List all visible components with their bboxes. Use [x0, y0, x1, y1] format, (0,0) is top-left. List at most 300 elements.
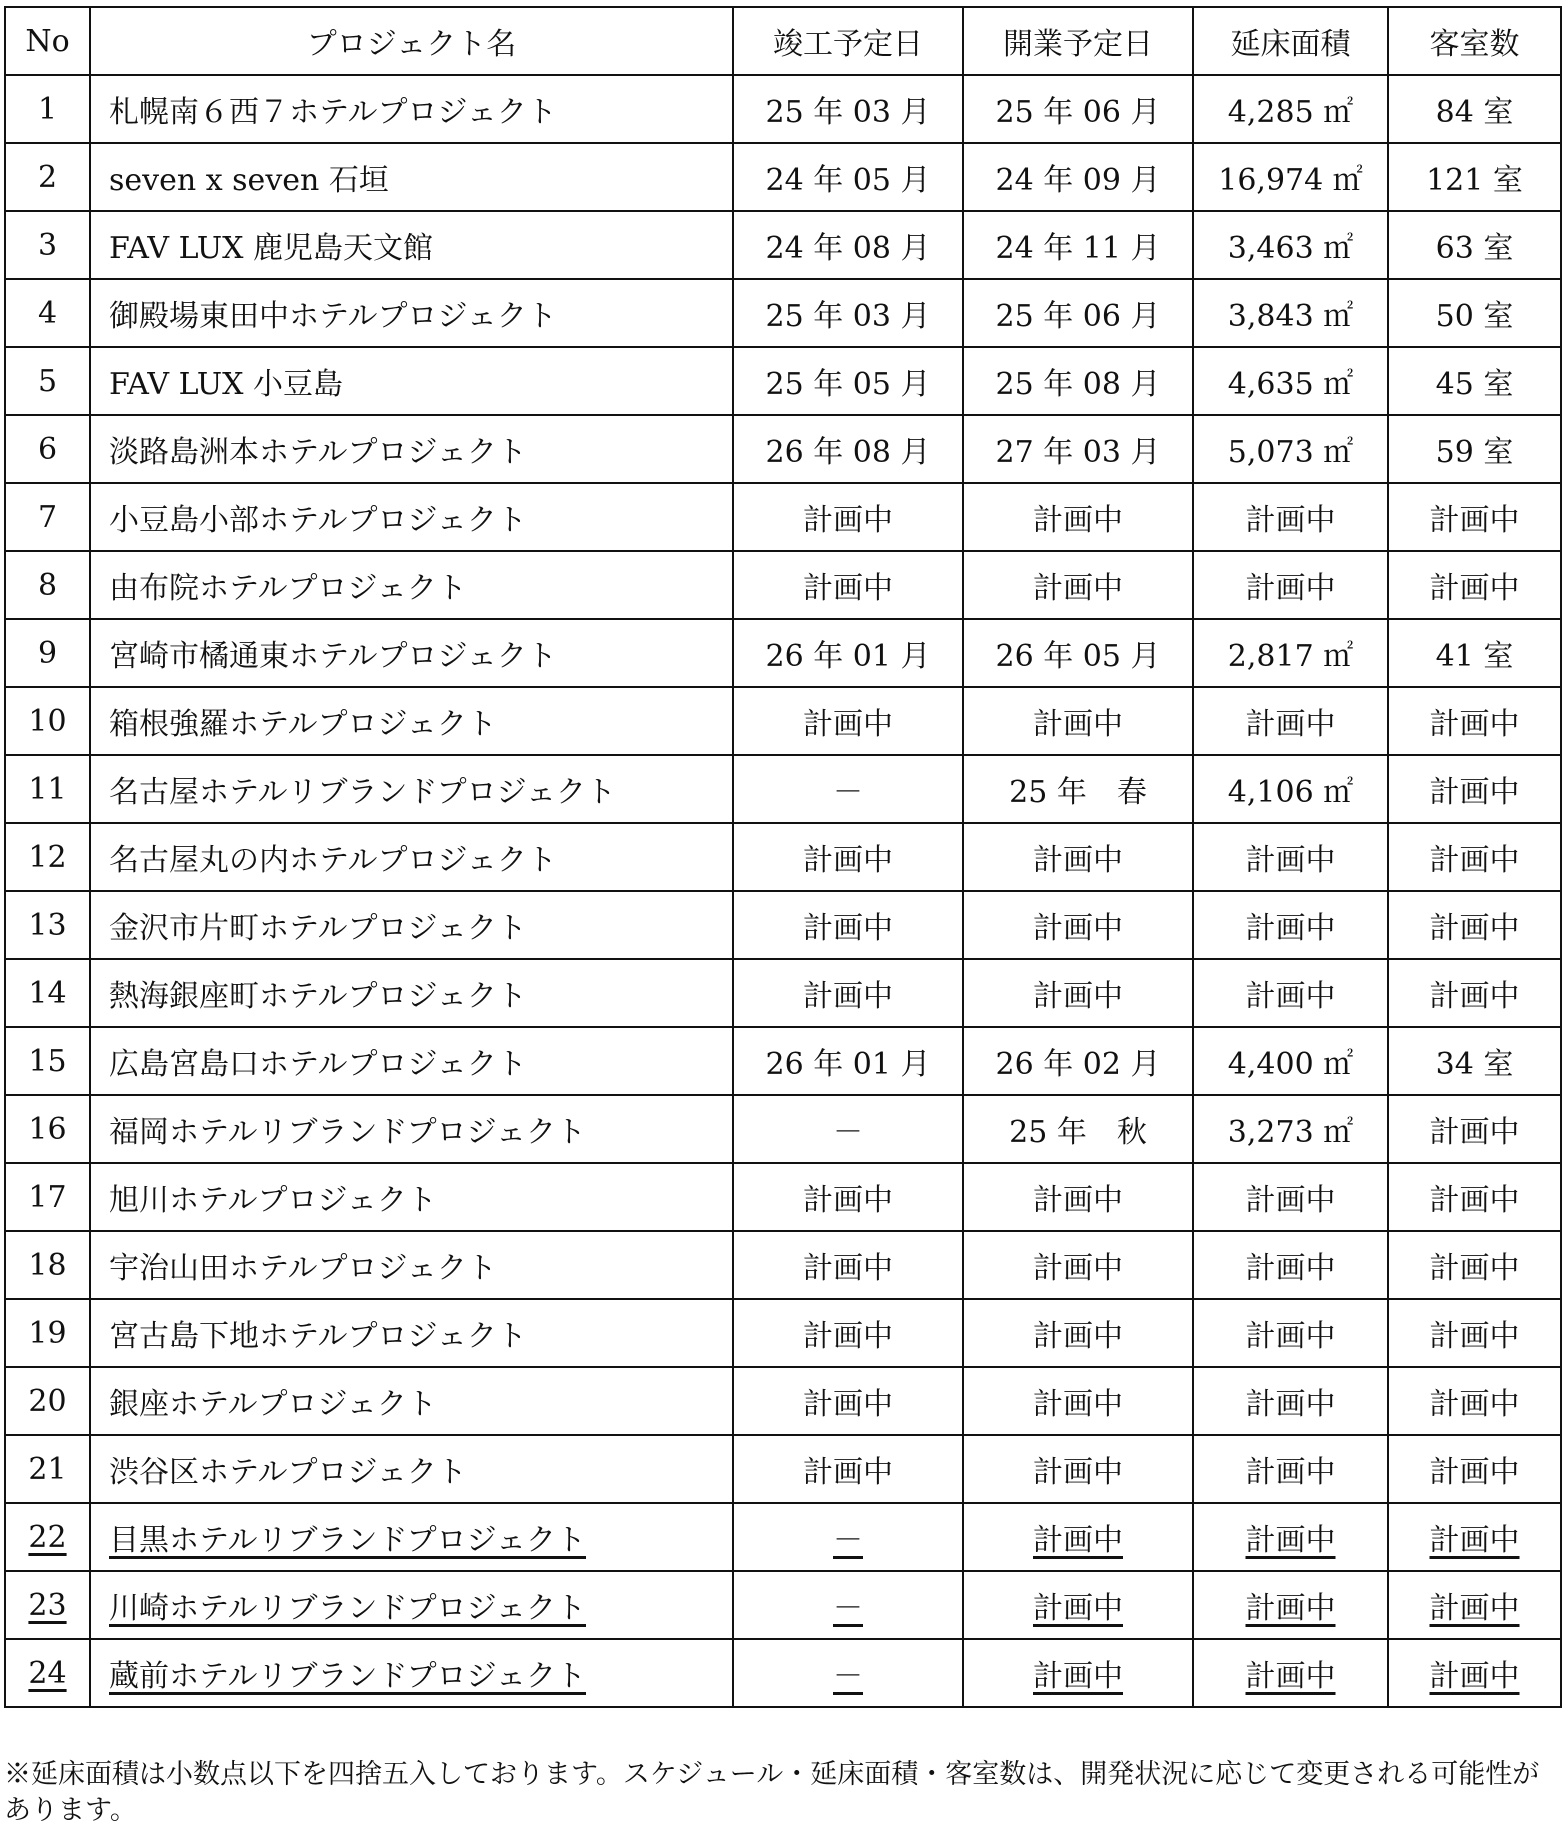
cell-floor-area-text: 計画中 — [1245, 1251, 1336, 1286]
cell-floor-area-text: 計画中 — [1245, 707, 1336, 742]
cell-floor-area-text: 4,285 ㎡ — [1227, 95, 1354, 130]
cell-no-text: 14 — [28, 975, 67, 1011]
cell-floor-area — [1193, 1503, 1388, 1571]
cell-floor-area-text: 計画中 — [1245, 1319, 1336, 1354]
cell-floor-area-text: 3,843 ㎡ — [1227, 299, 1354, 334]
cell-opening-date — [963, 1095, 1193, 1163]
cell-opening-date-text: 計画中 — [1033, 1251, 1123, 1286]
project-table-container — [4, 6, 1560, 1708]
cell-project-name-text: 旭川ホテルプロジェクト — [109, 1183, 437, 1218]
cell-no-text: 10 — [28, 703, 67, 739]
cell-room-count-text: 計画中 — [1429, 1115, 1520, 1150]
cell-no-text: 13 — [28, 907, 67, 943]
cell-completion-date-text: － — [833, 1115, 863, 1150]
cell-floor-area-text: 計画中 — [1245, 1523, 1336, 1558]
cell-no — [5, 483, 90, 551]
cell-room-count-text: 41 室 — [1435, 639, 1514, 674]
cell-opening-date-text: 計画中 — [1033, 1183, 1123, 1218]
cell-room-count-text: 50 室 — [1435, 299, 1514, 334]
cell-project-name — [90, 279, 733, 347]
cell-completion-date — [733, 891, 963, 959]
cell-floor-area-text: 計画中 — [1245, 911, 1336, 946]
header-no: No — [5, 7, 90, 75]
cell-room-count — [1388, 1231, 1561, 1299]
cell-completion-date — [733, 823, 963, 891]
cell-project-name-text: 宇治山田ホテルプロジェクト — [109, 1251, 497, 1286]
cell-floor-area-text: 計画中 — [1245, 1591, 1336, 1626]
cell-completion-date-text: － — [833, 1591, 863, 1626]
cell-opening-date-text: 25 年 06 月 — [995, 299, 1161, 334]
cell-floor-area — [1193, 1435, 1388, 1503]
table-row — [5, 1503, 1561, 1571]
cell-floor-area-text: 計画中 — [1245, 1659, 1336, 1694]
table-row — [5, 891, 1561, 959]
cell-completion-date — [733, 1163, 963, 1231]
cell-opening-date — [963, 483, 1193, 551]
cell-completion-date-text: 25 年 05 月 — [765, 367, 931, 402]
cell-project-name — [90, 551, 733, 619]
cell-opening-date-text: 計画中 — [1033, 1319, 1123, 1354]
table-row — [5, 143, 1561, 211]
cell-no — [5, 347, 90, 415]
cell-no — [5, 415, 90, 483]
cell-completion-date — [733, 1503, 963, 1571]
cell-room-count — [1388, 1027, 1561, 1095]
cell-opening-date — [963, 891, 1193, 959]
cell-completion-date-text: 26 年 08 月 — [765, 435, 931, 470]
cell-no — [5, 1163, 90, 1231]
cell-room-count-text: 計画中 — [1429, 503, 1520, 538]
cell-no — [5, 1367, 90, 1435]
cell-room-count — [1388, 415, 1561, 483]
table-row — [5, 551, 1561, 619]
cell-opening-date-text: 計画中 — [1033, 707, 1123, 742]
cell-project-name-text: 銀座ホテルプロジェクト — [109, 1387, 437, 1422]
cell-project-name — [90, 823, 733, 891]
cell-floor-area-text: 4,635 ㎡ — [1227, 367, 1354, 402]
cell-room-count-text: 34 室 — [1435, 1047, 1514, 1082]
cell-no-text: 4 — [37, 295, 58, 331]
cell-opening-date-text: 計画中 — [1033, 571, 1123, 606]
cell-no-text: 16 — [28, 1111, 67, 1147]
cell-no-text: 18 — [28, 1247, 67, 1283]
cell-opening-date-text: 計画中 — [1033, 911, 1123, 946]
cell-opening-date-text: 計画中 — [1033, 1659, 1123, 1694]
cell-opening-date-text: 26 年 02 月 — [995, 1047, 1161, 1082]
cell-no-text: 5 — [37, 363, 58, 399]
cell-floor-area — [1193, 279, 1388, 347]
cell-no-text: 3 — [37, 227, 58, 263]
cell-room-count — [1388, 1639, 1561, 1707]
cell-floor-area — [1193, 1639, 1388, 1707]
cell-completion-date-text: 25 年 03 月 — [765, 299, 931, 334]
cell-project-name-text: 宮古島下地ホテルプロジェクト — [109, 1319, 527, 1354]
cell-no-text: 7 — [37, 499, 58, 535]
cell-room-count-text: 計画中 — [1429, 1183, 1520, 1218]
cell-project-name-text: 淡路島洲本ホテルプロジェクト — [109, 435, 527, 470]
cell-opening-date — [963, 823, 1193, 891]
cell-no — [5, 1503, 90, 1571]
cell-opening-date-text: 計画中 — [1033, 1455, 1123, 1490]
cell-floor-area — [1193, 823, 1388, 891]
table-body — [5, 75, 1561, 1707]
cell-no-text: 24 — [28, 1655, 67, 1691]
cell-floor-area-text: 3,463 ㎡ — [1227, 231, 1354, 266]
cell-opening-date — [963, 1163, 1193, 1231]
cell-no — [5, 755, 90, 823]
cell-project-name-text: 川崎ホテルリブランドプロジェクト — [109, 1591, 586, 1626]
cell-opening-date — [963, 1571, 1193, 1639]
cell-no — [5, 1435, 90, 1503]
cell-completion-date — [733, 1095, 963, 1163]
cell-no — [5, 891, 90, 959]
cell-floor-area-text: 計画中 — [1245, 1455, 1336, 1490]
cell-floor-area-text: 3,273 ㎡ — [1227, 1115, 1354, 1150]
cell-completion-date-text: 計画中 — [803, 1387, 893, 1422]
cell-completion-date — [733, 143, 963, 211]
table-row — [5, 75, 1561, 143]
cell-completion-date — [733, 1639, 963, 1707]
cell-floor-area — [1193, 959, 1388, 1027]
cell-floor-area-text: 2,817 ㎡ — [1227, 639, 1354, 674]
cell-room-count — [1388, 279, 1561, 347]
cell-no — [5, 1027, 90, 1095]
cell-completion-date-text: 計画中 — [803, 1251, 893, 1286]
cell-completion-date — [733, 347, 963, 415]
cell-no — [5, 143, 90, 211]
cell-floor-area-text: 計画中 — [1245, 503, 1336, 538]
cell-room-count-text: 計画中 — [1429, 911, 1520, 946]
cell-project-name-text: FAV LUX 小豆島 — [109, 367, 344, 402]
cell-room-count — [1388, 75, 1561, 143]
cell-opening-date — [963, 959, 1193, 1027]
header-floor-area: 延床面積 — [1193, 7, 1388, 75]
table-row — [5, 1163, 1561, 1231]
cell-completion-date-text: － — [833, 1659, 863, 1694]
cell-project-name — [90, 1299, 733, 1367]
cell-opening-date — [963, 1435, 1193, 1503]
cell-opening-date — [963, 619, 1193, 687]
cell-opening-date-text: 計画中 — [1033, 1387, 1123, 1422]
cell-project-name — [90, 1503, 733, 1571]
cell-opening-date-text: 24 年 09 月 — [995, 163, 1161, 198]
cell-opening-date — [963, 143, 1193, 211]
cell-completion-date — [733, 75, 963, 143]
cell-opening-date-text: 計画中 — [1033, 1523, 1123, 1558]
cell-project-name — [90, 1367, 733, 1435]
cell-room-count — [1388, 1299, 1561, 1367]
cell-completion-date-text: 24 年 05 月 — [765, 163, 931, 198]
cell-project-name-text: 箱根強羅ホテルプロジェクト — [109, 707, 497, 742]
cell-opening-date-text: 25 年 春 — [1009, 775, 1147, 810]
cell-completion-date-text: 25 年 03 月 — [765, 95, 931, 130]
cell-completion-date — [733, 687, 963, 755]
table-row — [5, 755, 1561, 823]
table-row — [5, 1095, 1561, 1163]
table-row — [5, 347, 1561, 415]
cell-no-text: 6 — [37, 431, 58, 467]
cell-room-count-text: 計画中 — [1429, 707, 1520, 742]
cell-floor-area — [1193, 687, 1388, 755]
cell-project-name — [90, 1095, 733, 1163]
table-row — [5, 1435, 1561, 1503]
cell-floor-area — [1193, 891, 1388, 959]
cell-no — [5, 551, 90, 619]
cell-no-text: 23 — [28, 1587, 67, 1623]
table-row — [5, 211, 1561, 279]
cell-opening-date — [963, 1027, 1193, 1095]
cell-floor-area-text: 計画中 — [1245, 1387, 1336, 1422]
cell-completion-date-text: 計画中 — [803, 571, 893, 606]
table-row — [5, 1571, 1561, 1639]
cell-room-count — [1388, 1503, 1561, 1571]
table-row — [5, 687, 1561, 755]
cell-project-name-text: 小豆島小部ホテルプロジェクト — [109, 503, 527, 538]
cell-opening-date — [963, 1367, 1193, 1435]
cell-no-text: 15 — [28, 1043, 67, 1079]
table-row — [5, 1231, 1561, 1299]
cell-completion-date — [733, 1231, 963, 1299]
cell-floor-area — [1193, 1095, 1388, 1163]
cell-opening-date — [963, 1231, 1193, 1299]
cell-room-count — [1388, 1163, 1561, 1231]
header-row — [5, 7, 1561, 75]
cell-opening-date-text: 25 年 秋 — [1009, 1115, 1147, 1150]
cell-floor-area — [1193, 619, 1388, 687]
cell-project-name-text: 熱海銀座町ホテルプロジェクト — [109, 979, 527, 1014]
cell-completion-date-text: 計画中 — [803, 503, 893, 538]
cell-floor-area-text: 計画中 — [1245, 979, 1336, 1014]
cell-room-count-text: 計画中 — [1429, 1591, 1520, 1626]
cell-no — [5, 619, 90, 687]
header-project-name: プロジェクト名 — [90, 7, 733, 75]
cell-floor-area — [1193, 1163, 1388, 1231]
cell-project-name-text: 目黒ホテルリブランドプロジェクト — [109, 1523, 586, 1558]
cell-floor-area-text: 5,073 ㎡ — [1227, 435, 1354, 470]
cell-project-name-text: seven x seven 石垣 — [109, 163, 389, 198]
cell-room-count-text: 59 室 — [1435, 435, 1514, 470]
cell-opening-date — [963, 687, 1193, 755]
cell-project-name-text: 名古屋ホテルリブランドプロジェクト — [109, 775, 616, 810]
table-row — [5, 619, 1561, 687]
cell-opening-date — [963, 279, 1193, 347]
cell-project-name — [90, 143, 733, 211]
cell-completion-date-text: 計画中 — [803, 1455, 893, 1490]
cell-room-count-text: 45 室 — [1435, 367, 1514, 402]
cell-opening-date — [963, 1299, 1193, 1367]
table-row — [5, 415, 1561, 483]
cell-room-count — [1388, 483, 1561, 551]
cell-opening-date-text: 計画中 — [1033, 503, 1123, 538]
cell-project-name — [90, 1231, 733, 1299]
cell-project-name-text: 由布院ホテルプロジェクト — [109, 571, 467, 606]
cell-completion-date-text: 24 年 08 月 — [765, 231, 931, 266]
cell-floor-area — [1193, 551, 1388, 619]
cell-floor-area-text: 計画中 — [1245, 843, 1336, 878]
cell-project-name — [90, 1435, 733, 1503]
cell-room-count — [1388, 1095, 1561, 1163]
cell-completion-date — [733, 551, 963, 619]
cell-floor-area-text: 4,106 ㎡ — [1227, 775, 1354, 810]
cell-completion-date-text: 26 年 01 月 — [765, 639, 931, 674]
table-row — [5, 1639, 1561, 1707]
cell-completion-date — [733, 211, 963, 279]
cell-no-text: 19 — [28, 1315, 67, 1351]
cell-room-count-text: 計画中 — [1429, 979, 1520, 1014]
cell-room-count-text: 計画中 — [1429, 775, 1520, 810]
cell-opening-date — [963, 211, 1193, 279]
cell-floor-area — [1193, 1027, 1388, 1095]
header-completion-date: 竣工予定日 — [733, 7, 963, 75]
cell-opening-date-text: 計画中 — [1033, 1591, 1123, 1626]
cell-completion-date-text: 計画中 — [803, 1183, 893, 1218]
cell-completion-date — [733, 1435, 963, 1503]
cell-project-name — [90, 415, 733, 483]
cell-room-count — [1388, 687, 1561, 755]
cell-no — [5, 823, 90, 891]
cell-completion-date — [733, 279, 963, 347]
cell-no-text: 8 — [37, 567, 58, 603]
cell-completion-date — [733, 1571, 963, 1639]
cell-floor-area — [1193, 75, 1388, 143]
cell-project-name-text: 名古屋丸の内ホテルプロジェクト — [109, 843, 557, 878]
cell-opening-date-text: 26 年 05 月 — [995, 639, 1161, 674]
cell-project-name — [90, 959, 733, 1027]
hotel-project-table — [4, 6, 1562, 1708]
cell-room-count-text: 計画中 — [1429, 1387, 1520, 1422]
cell-no-text: 2 — [37, 159, 58, 195]
cell-room-count-text: 計画中 — [1429, 571, 1520, 606]
cell-room-count-text: 121 室 — [1426, 163, 1523, 198]
cell-no-text: 9 — [37, 635, 58, 671]
cell-project-name-text: 渋谷区ホテルプロジェクト — [109, 1455, 467, 1490]
cell-floor-area — [1193, 211, 1388, 279]
cell-project-name — [90, 687, 733, 755]
cell-room-count — [1388, 347, 1561, 415]
cell-no — [5, 279, 90, 347]
cell-room-count-text: 計画中 — [1429, 1251, 1520, 1286]
cell-no — [5, 959, 90, 1027]
cell-project-name-text: 宮崎市橘通東ホテルプロジェクト — [109, 639, 557, 674]
cell-floor-area-text: 計画中 — [1245, 571, 1336, 606]
cell-floor-area — [1193, 415, 1388, 483]
cell-completion-date-text: － — [833, 775, 863, 810]
cell-project-name-text: 広島宮島口ホテルプロジェクト — [109, 1047, 527, 1082]
cell-no-text: 22 — [28, 1519, 67, 1555]
cell-project-name — [90, 619, 733, 687]
cell-opening-date-text: 計画中 — [1033, 843, 1123, 878]
cell-project-name — [90, 1639, 733, 1707]
cell-no — [5, 1639, 90, 1707]
cell-floor-area — [1193, 347, 1388, 415]
cell-opening-date-text: 25 年 08 月 — [995, 367, 1161, 402]
cell-no-text: 11 — [28, 771, 67, 807]
cell-room-count — [1388, 959, 1561, 1027]
cell-completion-date-text: － — [833, 1523, 863, 1558]
cell-room-count — [1388, 1571, 1561, 1639]
cell-no-text: 17 — [28, 1179, 67, 1215]
cell-project-name — [90, 75, 733, 143]
header-opening-date: 開業予定日 — [963, 7, 1193, 75]
cell-project-name-text: 御殿場東田中ホテルプロジェクト — [109, 299, 557, 334]
cell-project-name — [90, 347, 733, 415]
cell-room-count-text: 計画中 — [1429, 1523, 1520, 1558]
footnote: ※延床面積は小数点以下を四捨五入しております。スケジュール・延床面積・客室数は、開発状況に応じて変更される可能性があります。 — [4, 1759, 1540, 1826]
cell-completion-date-text: 計画中 — [803, 911, 893, 946]
cell-room-count — [1388, 211, 1561, 279]
cell-opening-date — [963, 347, 1193, 415]
cell-floor-area — [1193, 1571, 1388, 1639]
cell-no-text: 12 — [28, 839, 67, 875]
cell-floor-area — [1193, 483, 1388, 551]
cell-room-count — [1388, 551, 1561, 619]
cell-completion-date-text: 計画中 — [803, 707, 893, 742]
cell-no — [5, 1231, 90, 1299]
cell-opening-date-text: 27 年 03 月 — [995, 435, 1161, 470]
cell-floor-area — [1193, 143, 1388, 211]
table-row — [5, 823, 1561, 891]
cell-project-name — [90, 211, 733, 279]
table-row — [5, 959, 1561, 1027]
cell-completion-date — [733, 1367, 963, 1435]
cell-completion-date-text: 計画中 — [803, 979, 893, 1014]
header-room-count: 客室数 — [1388, 7, 1561, 75]
cell-project-name-text: 金沢市片町ホテルプロジェクト — [109, 911, 527, 946]
cell-opening-date-text: 25 年 06 月 — [995, 95, 1161, 130]
cell-completion-date — [733, 415, 963, 483]
cell-project-name-text: 札幌南６西７ホテルプロジェクト — [109, 95, 557, 130]
cell-opening-date-text: 24 年 11 月 — [995, 231, 1161, 266]
cell-project-name-text: 福岡ホテルリブランドプロジェクト — [109, 1115, 586, 1150]
cell-project-name-text: 蔵前ホテルリブランドプロジェクト — [109, 1659, 586, 1694]
cell-room-count — [1388, 619, 1561, 687]
cell-room-count — [1388, 1435, 1561, 1503]
cell-project-name — [90, 891, 733, 959]
cell-no — [5, 1571, 90, 1639]
cell-floor-area — [1193, 1299, 1388, 1367]
cell-completion-date-text: 26 年 01 月 — [765, 1047, 931, 1082]
cell-floor-area-text: 計画中 — [1245, 1183, 1336, 1218]
cell-opening-date — [963, 1503, 1193, 1571]
table-row — [5, 279, 1561, 347]
cell-opening-date — [963, 755, 1193, 823]
cell-no — [5, 1095, 90, 1163]
cell-project-name — [90, 1027, 733, 1095]
cell-completion-date — [733, 619, 963, 687]
cell-room-count — [1388, 755, 1561, 823]
cell-completion-date-text: 計画中 — [803, 843, 893, 878]
cell-no — [5, 211, 90, 279]
cell-completion-date — [733, 1027, 963, 1095]
cell-room-count-text: 84 室 — [1435, 95, 1514, 130]
cell-room-count-text: 63 室 — [1435, 231, 1514, 266]
cell-completion-date — [733, 483, 963, 551]
cell-room-count-text: 計画中 — [1429, 1455, 1520, 1490]
cell-floor-area-text: 4,400 ㎡ — [1227, 1047, 1354, 1082]
cell-completion-date-text: 計画中 — [803, 1319, 893, 1354]
cell-room-count-text: 計画中 — [1429, 1319, 1520, 1354]
table-header — [5, 7, 1561, 75]
cell-no-text: 21 — [28, 1451, 67, 1487]
table-row — [5, 1367, 1561, 1435]
cell-no-text: 1 — [37, 91, 58, 127]
cell-no — [5, 1299, 90, 1367]
cell-project-name — [90, 1163, 733, 1231]
cell-opening-date — [963, 1639, 1193, 1707]
cell-floor-area — [1193, 755, 1388, 823]
cell-completion-date — [733, 755, 963, 823]
cell-floor-area — [1193, 1231, 1388, 1299]
